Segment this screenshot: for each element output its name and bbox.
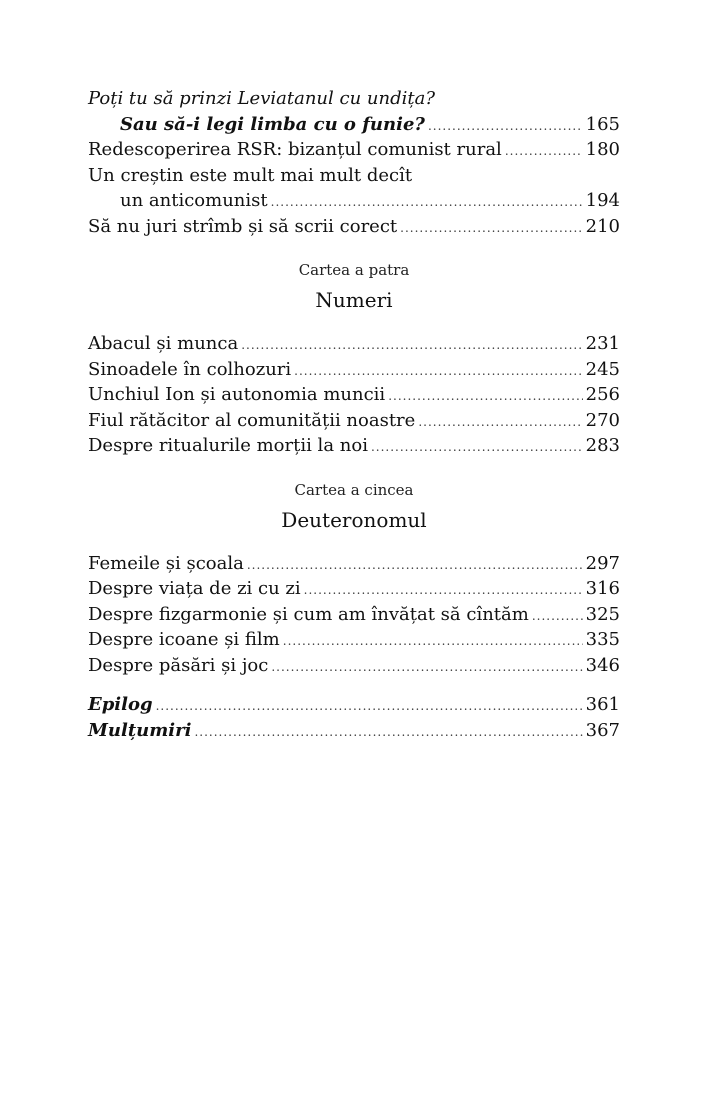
table-of-contents <box>88 86 620 743</box>
toc-entry-title: Poți tu să prinzi Leviatanul cu undița? <box>88 88 435 109</box>
toc-page-number: 316 <box>585 578 620 599</box>
toc-entry <box>88 408 620 434</box>
leader-dots <box>194 720 582 746</box>
toc-entry <box>88 137 620 163</box>
leader-dots <box>283 629 583 655</box>
section-title: Deuteronomul <box>281 507 427 532</box>
toc-entry <box>88 433 620 459</box>
toc-entry-title: Despre viața de zi cu zi <box>88 578 301 599</box>
toc-page-number: 367 <box>585 719 620 741</box>
toc-entry-heading <box>88 86 620 112</box>
toc-entry <box>88 602 620 628</box>
toc-entry-title: Epilog <box>88 694 153 715</box>
leader-dots <box>532 604 583 630</box>
leader-dots <box>241 333 582 359</box>
toc-entry <box>88 188 620 214</box>
toc-entry-title: Sinoadele în colhozuri <box>88 358 292 380</box>
leader-dots <box>271 655 582 681</box>
toc-entry-acknowledgements <box>88 718 620 744</box>
toc-entry <box>88 382 620 408</box>
leader-dots <box>418 410 582 436</box>
toc-page-number: 335 <box>585 629 620 650</box>
toc-page-number: 361 <box>585 694 620 715</box>
toc-page-number: 297 <box>585 552 620 574</box>
spacer <box>88 678 620 692</box>
toc-entry-title: Un creștin este mult mai mult decît <box>88 164 413 186</box>
toc-page-number: 231 <box>585 333 620 354</box>
leader-dots <box>388 384 582 410</box>
section-body-book5 <box>88 551 620 744</box>
leader-dots <box>271 190 583 216</box>
toc-entry <box>88 551 620 577</box>
section-kicker: Cartea a cincea <box>294 480 414 499</box>
toc-entry <box>88 214 620 240</box>
toc-page-number: 283 <box>585 435 620 456</box>
toc-page-number: 165 <box>585 113 620 135</box>
toc-page-number: 270 <box>585 409 620 431</box>
toc-entry <box>88 357 620 383</box>
toc-entry-title: Despre fizgarmonie și cum am învățat să cîntăm <box>88 603 529 625</box>
toc-page-number: 210 <box>585 215 620 237</box>
toc-page-number: 194 <box>585 190 620 211</box>
section-kicker: Cartea a patra <box>298 261 410 279</box>
leader-dots <box>294 359 582 385</box>
toc-entry <box>88 112 620 138</box>
toc-entry-title: Femeile și școala <box>88 552 244 574</box>
leader-dots <box>400 216 582 242</box>
section-heading-book4 <box>88 259 620 315</box>
toc-entry <box>88 627 620 653</box>
toc-entry-title: Fiul rătăcitor al comunității noastre <box>88 409 416 431</box>
toc-entry-title: Redescoperirea RSR: bizanțul comunist rural <box>88 139 502 160</box>
toc-page-number: 180 <box>585 139 620 160</box>
section-title: Numeri <box>315 288 393 312</box>
leader-dots <box>304 578 583 604</box>
toc-entry <box>88 653 620 679</box>
toc-entry-title: Să nu juri strîmb și să scrii corect <box>88 215 398 237</box>
toc-page-number: 346 <box>585 654 620 676</box>
toc-page-number: 256 <box>585 384 620 405</box>
toc-entry <box>88 331 620 357</box>
toc-entry-title: Unchiul Ion și autonomia muncii <box>88 384 386 405</box>
toc-entry-title: Despre icoane și film <box>88 629 280 650</box>
toc-entry-title: Despre păsări și joc <box>88 654 269 676</box>
toc-entry <box>88 576 620 602</box>
toc-entry-title: Abacul și munca <box>88 333 239 354</box>
leader-dots <box>505 139 583 165</box>
section-heading-book5 <box>88 479 620 535</box>
leader-dots <box>371 435 583 461</box>
section-body-book4 <box>88 331 620 459</box>
toc-entry-title: Mulțumiri <box>88 719 192 741</box>
toc-page-number: 325 <box>585 603 620 625</box>
toc-entry-title: Despre ritualurile morții la noi <box>88 435 368 456</box>
toc-entry-epilog <box>88 692 620 718</box>
toc-entry-title: un anticomunist <box>120 190 268 211</box>
leader-dots <box>428 114 583 140</box>
leader-dots <box>156 694 583 720</box>
leader-dots <box>247 553 583 579</box>
toc-entry-title: Sau să-i legi limba cu o funie? <box>120 113 425 135</box>
toc-page-number: 245 <box>585 358 620 380</box>
toc-entry-heading <box>88 163 620 189</box>
